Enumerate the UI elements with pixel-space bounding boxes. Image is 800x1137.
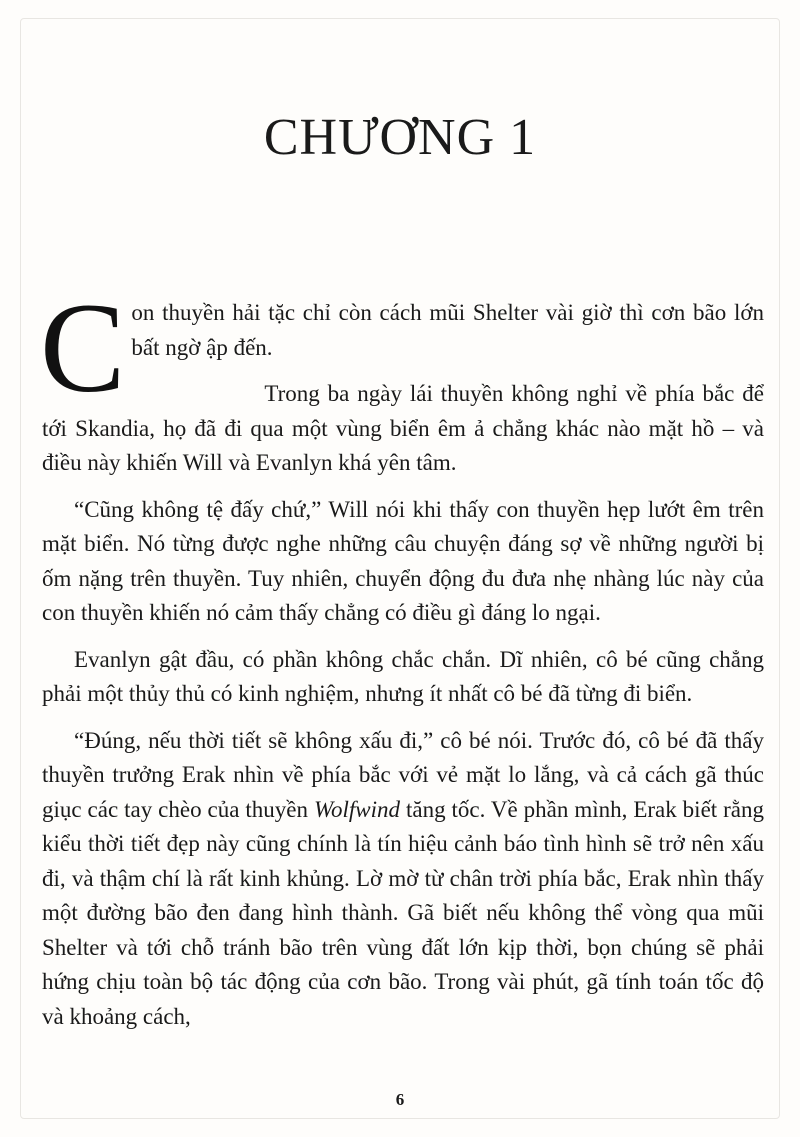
paragraph-1 (40, 277, 764, 419)
paragraph-2: Trong ba ngày lái thuyền không nghỉ về phía bắc để tới Skandia, họ đã đi qua một vùng biển êm ả chẳng khác nào mặt hồ – và điều này khiến Will và Evanlyn khá yên tâm. (42, 381, 764, 475)
chapter-title: CHƯƠNG 1 (263, 109, 537, 166)
paragraph-1-text: on thuyền hải tặc chỉ còn cách mũi Shelter vài giờ thì cơn bão lớn bất ngờ ập đến. (131, 300, 764, 360)
drop-cap: C (40, 277, 126, 419)
paragraph-5 (42, 724, 764, 1035)
chapter-body (40, 277, 764, 1034)
page-number: 6 (395, 1090, 405, 1109)
ship-name: Wolfwind (313, 796, 401, 822)
paragraph-5-text-a: “Đúng, nếu thời tiết sẽ không xấu đi,” cô bé nói. Trước đó, cô bé đã thấy thuyền trưởng Erak nhìn về phía bắc với vẻ mặt lo lắng, và cả cách gã thúc giục các tay chèo của thuyền (42, 727, 764, 822)
paragraph-4: Evanlyn gật đầu, có phần không chắc chắn. Dĩ nhiên, cô bé cũng chẳng phải một thủy thủ có kinh nghiệm, nhưng ít nhất cô bé đã từng đi biển. (42, 646, 764, 706)
paragraph-3: “Cũng không tệ đấy chứ,” Will nói khi thấy con thuyền hẹp lướt êm trên mặt biển. Nó từng được nghe những câu chuyện đáng sợ về những người bị ốm nặng trên thuyền. Tuy nhiên, chuyển động đu đưa nhẹ nhàng lúc này của con thuyền khiến nó cảm thấy chẳng có điều gì đáng lo ngại. (42, 496, 764, 625)
paragraph-5-text-b: tăng tốc. Về phần mình, Erak biết rằng kiểu thời tiết đẹp này cũng chính là tín hiệu cảnh báo tình hình sẽ trở nên xấu đi, và thậm chí là rất kinh khủng. Lờ mờ từ chân trời phía bắc, Erak nhìn thấy một đường bão đen đang hình thành. Gã biết nếu không thể vòng qua mũi Shelter và tới chỗ tránh bão trên vùng đất lớn kịp thời, bọn chúng sẽ phải hứng chịu toàn bộ tác động của cơn bão. Trong vài phút, gã tính toán tốc độ và khoảng cách, (42, 796, 764, 1029)
